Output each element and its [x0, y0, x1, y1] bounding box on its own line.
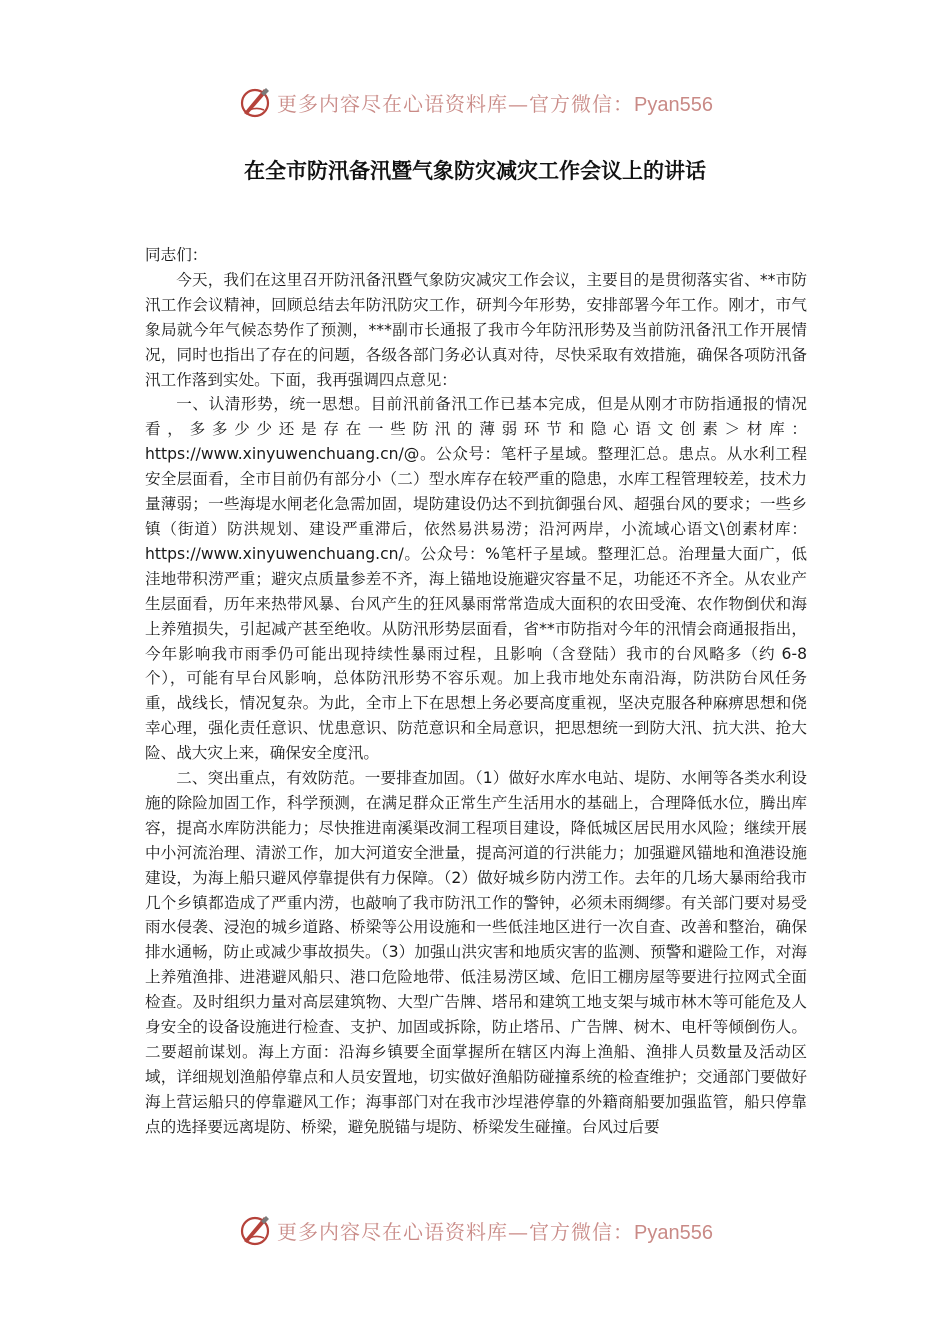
salutation: 同志们： [145, 246, 208, 264]
document-body [145, 243, 807, 1140]
paragraph: 二、突出重点，有效防范。一要排查加固。（1）做好水库水电站、堤防、水闸等各类水利设施的除险加固工作，科学预测，在满足群众正常生产生活用水的基础上，合理降低水位，腾出库容，提高水库防洪能力；尽快推进南溪渠改洞工程项目建设，降低城区居民用水风险；继续开展中小河流治理、清淤工作，加大河道安全泄量，提高河道的行洪能力；加强避风锚地和渔港设施建设，为海上船只避风停靠提供有力保障。（2）做好城乡防内涝工作。去年的几场大暴雨给我市几个乡镇都造成了严重内涝，也敲响了我市防汛工作的警钟，必须未雨绸缪。有关部门要对易受雨水侵袭、浸泡的城乡道路、桥梁等公用设施和一些低洼地区进行一次自查、改善和整治，确保排水通畅，防止或减少事故损失。（3）加强山洪灾害和地质灾害的监测、预警和避险工作，对海上养殖渔排、进港避风船只、港口危险地带、低洼易涝区域、危旧工棚房屋等要进行拉网式全面检查。及时组织力量对高层建筑物、大型广告牌、塔吊和建筑工地支架与城市林木等可能危及人身安全的设备设施进行检查、支护、加固或拆除，防止塔吊、广告牌、树木、电杆等倾倒伤人。二要超前谋划。海上方面：沿海乡镇要全面掌握所在辖区内海上渔船、渔排人员数量及活动区域，详细规划渔船停靠点和人员安置地，切实做好渔船防碰撞系统的检查维护；交通部门要做好海上营运船只的停靠避风工作；海事部门对在我市沙埕港停靠的外籍商船要加强监管，船只停靠点的选择要远离堤防、桥梁，避免脱锚与堤防、桥梁发生碰撞。台风过后要 [145, 769, 807, 1136]
wechat-id: Pyan556 [634, 93, 713, 116]
banner-text: 更多内容尽在心语资料库—官方微信：Pyan556 [277, 1219, 713, 1244]
header-banner [0, 82, 950, 122]
paragraph: 今天，我们在这里召开防汛备汛暨气象防灾减灾工作会议，主要目的是贯彻落实省、**市防汛工作会议精神，回顾总结去年防汛防灾工作，研判今年形势，安排部署今年工作。刚才，市气象局就今年气候态势作了预测，***副市长通报了我市今年防汛形势及当前防汛备汛工作开展情况，同时也指出了存在的问题，各级各部门务必认真对待，尽快采取有效措施，确保各项防汛备汛工作落到实处。下面，我再强调四点意见： [145, 270, 807, 389]
document-title: 在全市防汛备汛暨气象防灾减灾工作会议上的讲话 [244, 159, 706, 183]
quill-pen-logo-icon [237, 1212, 273, 1248]
paragraph: 一、认清形势，统一思想。目前汛前备汛工作已基本完成，但是从刚才市防指通报的情况看，多多少少还是存在一些防汛的薄弱环节和隐心语文创素＞材库：https://www.xinyuwenchuang.cn/@。公众号：笔杆子星域。整理汇总。患点。从水利工程安全层面看，全市目前仍有部分小（二）型水库存在较严重的隐患，水库工程管理较差，技术力量薄弱；一些海堤水闸老化急需加固，堤防建设仍达不到抗御强台风、超强台风的要求；一些乡镇（街道）防洪规划、建设严重滞后，依然易洪易涝；沿河两岸，小流域心语文\创素材库：https://www.xinyuwenchuang.cn/。公众号：%笔杆子星域。整理汇总。治理量大面广，低洼地带积涝严重；避灾点质量参差不齐，海上锚地设施避灾容量不足，功能还不齐全。从农业产生层面看，历年来热带风暴、台风产生的狂风暴雨常常造成大面积的农田受淹、农作物倒伏和海上养殖损失，引起减产甚至绝收。从防汛形势层面看，省**市防指对今年的汛情会商通报指出，今年影响我市雨季仍可能出现持续性暴雨过程，且影响（含登陆）我市的台风略多（约 6-8 个），可能有早台风影响，总体防汛形势不容乐观。加上我市地处东南沿海，防洪防台风任务重，战线长，情况复杂。为此，全市上下在思想上务必要高度重视，坚决克服各种麻痹思想和侥幸心理，强化责任意识、忧患意识、防范意识和全局意识，把思想统一到防大汛、抗大洪、抢大险、战大灾上来，确保安全度汛。 [145, 395, 807, 763]
footer-banner [0, 1210, 950, 1250]
quill-pen-logo-icon [237, 84, 273, 120]
wechat-id: Pyan556 [634, 1221, 713, 1244]
banner-text: 更多内容尽在心语资料库—官方微信：Pyan556 [277, 91, 713, 116]
